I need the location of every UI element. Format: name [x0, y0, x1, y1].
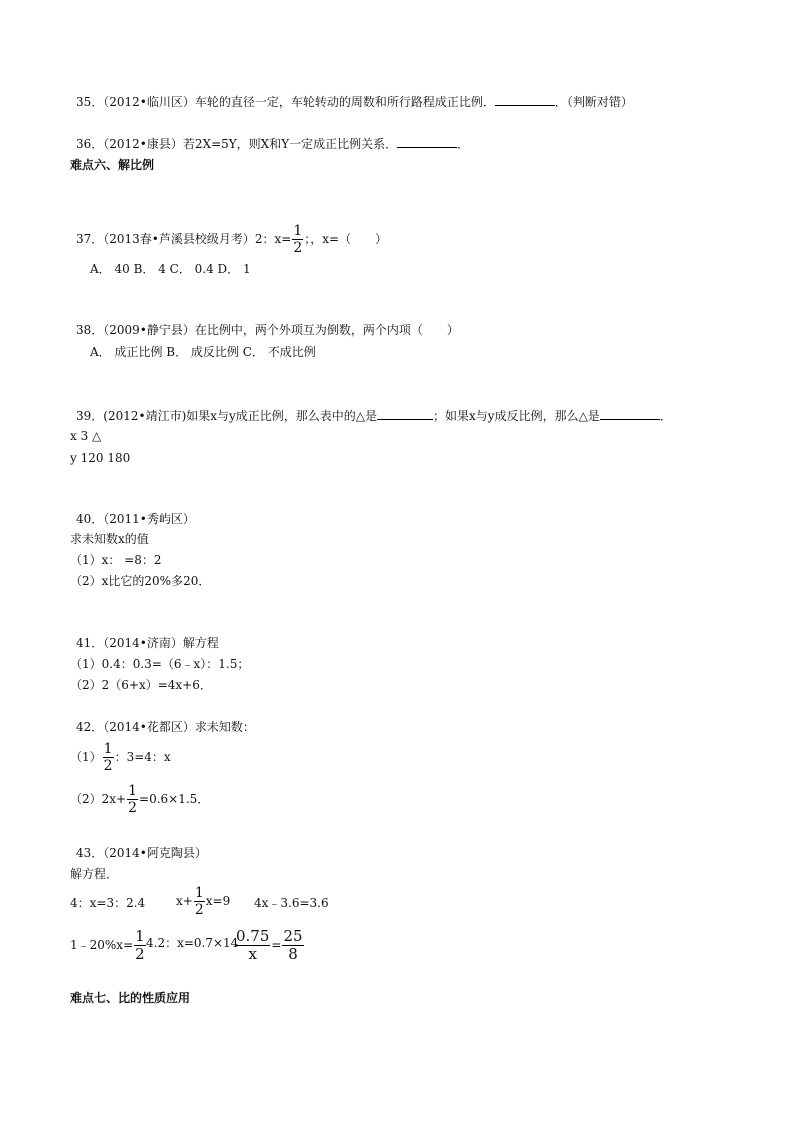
- q43-subtitle: 解方程．: [70, 867, 119, 881]
- question-39: [76, 408, 672, 424]
- section-6-heading: 难点六、解比例: [70, 158, 155, 172]
- q39-blank-2: [600, 409, 660, 420]
- q42-p1-fraction: [103, 742, 114, 773]
- question-42-title: 42．（2014•花都区）求未知数：: [76, 720, 255, 734]
- q43-e2-den: 2: [194, 902, 204, 918]
- q42-part-1: [70, 742, 171, 773]
- question-41-title: 41．（2014•济南）解方程: [76, 636, 219, 650]
- q42-p1-pre: （1）: [70, 750, 102, 764]
- q43-eq-5: 4.2：x=0.7×14: [146, 936, 239, 950]
- q40-subtitle: 求未知数x的值: [70, 532, 149, 546]
- q41-part-2: （2）2（6+x）=4x+6．: [70, 678, 212, 692]
- question-36: [76, 136, 469, 152]
- q42-p1-post: ：3=4：x: [114, 750, 171, 764]
- q43-e6-den2: 8: [288, 945, 298, 963]
- q37-pre: 37．（2013春•芦溪县校级月考）2：x=: [76, 232, 292, 246]
- q36-blank: [397, 137, 457, 148]
- q43-e4-num: 1: [135, 927, 145, 945]
- q35-tail: ．（判断对错）: [554, 95, 633, 109]
- question-38: 38．（2009•静宁县）在比例中，两个外项互为倒数，两个内项（ ）: [76, 323, 459, 337]
- q42-part-2: [70, 784, 209, 815]
- q43-e4-den: 2: [135, 945, 145, 963]
- q40-part-1: （1）x： =8：2: [70, 553, 162, 567]
- q41-part-1: （1）0.4：0.3=（6﹣x）：1.5；: [70, 657, 250, 671]
- q39-pre: 39．(2012•靖江市)如果x与y成正比例，那么表中的△是: [76, 409, 378, 423]
- q43-eq-6: [234, 929, 305, 962]
- q43-e4-pre: 1﹣20%x=: [70, 938, 134, 952]
- question-35: [76, 94, 633, 110]
- q43-e6-fraction-1: [235, 929, 270, 962]
- q35-text: 35．（2012•临川区）车轮的直径一定，车轮转动的周数和所行路程成正比例．: [76, 95, 495, 109]
- q37-options: A． 40 B． 4 C． 0.4 D． 1: [90, 262, 251, 276]
- q43-e2-num: 1: [194, 885, 204, 901]
- q42-p1-num: 1: [103, 741, 113, 757]
- q37-fraction: [292, 224, 303, 255]
- q43-e6-num2: 25: [283, 927, 303, 945]
- q43-eq-4: [70, 929, 147, 962]
- q37-post: ；，x=（ ）: [304, 232, 388, 246]
- q42-p2-fraction: [127, 784, 138, 815]
- q42-p2-pre: （2）2x+: [70, 792, 127, 806]
- q43-e4-fraction: [134, 929, 146, 962]
- q38-options: A． 成正比例 B． 成反比例 C． 不成比例: [90, 345, 316, 359]
- q42-p2-post: =0.6×1.5．: [139, 792, 210, 806]
- q37-frac-num: 1: [293, 223, 303, 239]
- q43-e2-pre: x+: [176, 894, 193, 908]
- q43-e2-post: x=9: [205, 894, 231, 908]
- question-43-title: 43．（2014•阿克陶县）: [76, 846, 207, 860]
- q43-e6-num: 0.75: [236, 927, 270, 945]
- q39-blank-1: [377, 409, 433, 420]
- q43-eq-3: 4x﹣3.6=3.6: [254, 896, 329, 910]
- question-40-title: 40．（2011•秀屿区）: [76, 512, 195, 526]
- q43-e6-eq: =: [271, 938, 282, 952]
- q42-p2-num: 1: [128, 783, 138, 799]
- q36-text: 36．（2012•康县）若2X=5Y，则X和Y一定成正比例关系．: [76, 137, 398, 151]
- question-37: [76, 224, 387, 255]
- q42-p1-den: 2: [103, 758, 113, 774]
- q43-eq-1: 4：x=3：2.4: [70, 896, 146, 910]
- q39-table-row-y: y 120 180: [70, 451, 131, 465]
- q39-tail: ．: [659, 409, 672, 423]
- section-7-heading: 难点七、比的性质应用: [70, 991, 191, 1005]
- q43-e6-den: x: [248, 945, 257, 963]
- q43-eq-2: [176, 886, 230, 917]
- q42-p2-den: 2: [128, 800, 138, 816]
- q35-blank: [495, 95, 555, 106]
- q39-mid: ；如果x与y成反比例，那么△是: [433, 409, 600, 423]
- q37-frac-den: 2: [293, 240, 303, 256]
- q43-e2-fraction: [194, 886, 205, 917]
- q40-part-2: （2）x比它的20%多20．: [70, 574, 211, 588]
- q43-e6-fraction-2: [282, 929, 303, 962]
- q36-tail: ．: [457, 137, 470, 151]
- q39-table-row-x: x 3 △: [70, 429, 102, 443]
